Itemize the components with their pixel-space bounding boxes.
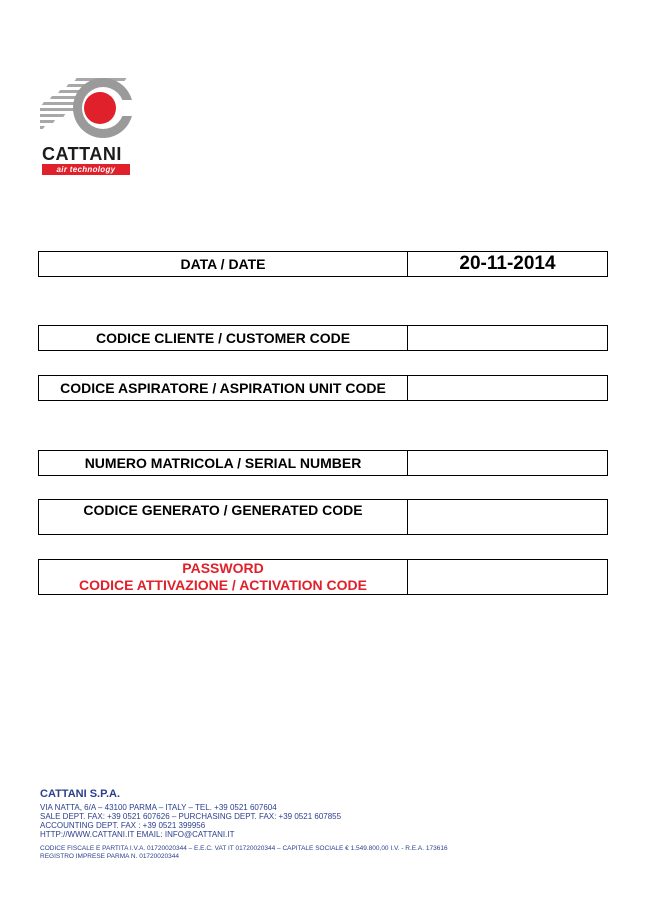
activation-code-field[interactable] [408, 560, 607, 594]
footer-web: HTTP://WWW.CATTANI.IT EMAIL: INFO@CATTANI.IT [40, 830, 235, 839]
footer-registry: REGISTRO IMPRESE PARMA N. 01720020344 [40, 853, 179, 860]
password-label: PASSWORD [182, 560, 264, 576]
aspiration-code-label: CODICE ASPIRATORE / ASPIRATION UNIT CODE [39, 376, 408, 400]
date-label: DATA / DATE [39, 252, 408, 276]
footer-sales: SALE DEPT. FAX: +39 0521 607626 – PURCHASING DEPT. FAX: +39 0521 607855 [40, 812, 342, 821]
brand-tagline: air technology [42, 164, 130, 175]
aspiration-code-field[interactable] [408, 376, 607, 400]
activation-code-label-block [39, 560, 408, 594]
footer-address: VIA NATTA, 6/A – 43100 PARMA – ITALY – TEL. +39 0521 607604 [40, 803, 277, 812]
serial-number-field[interactable] [408, 451, 607, 475]
customer-code-row [38, 325, 608, 351]
customer-code-label: CODICE CLIENTE / CUSTOMER CODE [39, 326, 408, 350]
serial-number-row [38, 450, 608, 476]
generated-code-row [38, 499, 608, 535]
generated-code-label: CODICE GENERATO / GENERATED CODE [39, 500, 408, 534]
aspiration-code-row [38, 375, 608, 401]
footer-fiscal: CODICE FISCALE E PARTITA I.V.A. 01720020344 – E.E.C. VAT IT 01720020344 – CAPITALE SOCIALE € 1.549.800,00 I.V. - R.E.A. 173616 [40, 845, 448, 852]
company-footer [40, 788, 600, 861]
generated-code-field[interactable] [408, 500, 607, 534]
date-row [38, 251, 608, 277]
brand-name: CATTANI [42, 144, 122, 164]
customer-code-field[interactable] [408, 326, 607, 350]
logo-graphic [40, 76, 135, 146]
footer-accounting: ACCOUNTING DEPT. FAX : +39 0521 399956 [40, 821, 206, 830]
activation-code-label: CODICE ATTIVAZIONE / ACTIVATION CODE [78, 577, 368, 593]
footer-company-name: CATTANI S.P.A. [40, 788, 121, 800]
activation-code-row [38, 559, 608, 595]
date-value[interactable]: 20-11-2014 [459, 253, 556, 274]
serial-number-label: NUMERO MATRICOLA / SERIAL NUMBER [39, 451, 408, 475]
